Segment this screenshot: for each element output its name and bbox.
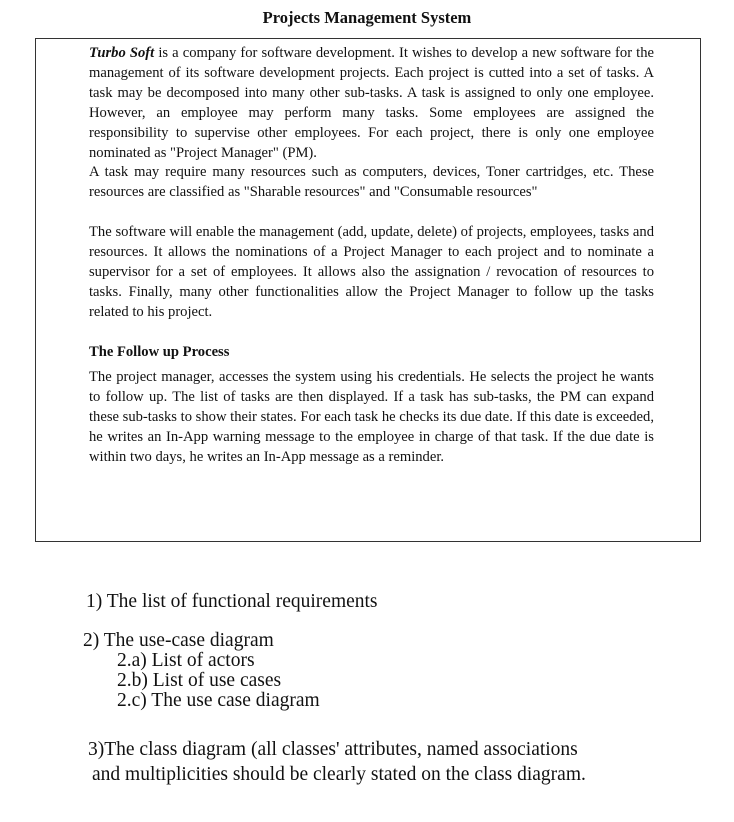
case-study-content: [89, 44, 654, 468]
paragraph-gap: [89, 323, 654, 343]
intro-paragraph-1: [89, 44, 654, 163]
question-3-line-2: and multiplicities should be clearly stated on the class diagram.: [92, 764, 586, 785]
intro-paragraph-2: A task may require many resources such as computers, devices, Toner cartridges, etc. These resources are classified as "Sharable resources" and "Consumable resources": [89, 164, 654, 201]
intro-paragraph-3: The software will enable the management (add, update, delete) of projects, employees, tasks and resources. It allows the nominations of a Project Manager to each project and to nominate a supervisor for a set of employees. It allows also the assignation / revocation of resources to tasks. Finally, many other functionalities allow the Project Manager to follow up the tasks related to his project.: [89, 224, 654, 320]
document-title: Projects Management System: [262, 8, 472, 27]
intro-paragraph-1-text: is a company for software development. It wishes to develop a new software for the management of its software development projects. Each project is cutted into a set of tasks. A task may be decomposed into many other sub-tasks. A task is assigned to only one employee. However, an employee may perform many tasks. Some employees are assigned the responsibility to supervise other employees. For each project, there is only one employee nominated as "Project Manager" (PM).: [89, 45, 654, 161]
question-2a: 2.a) List of actors: [117, 650, 255, 671]
question-3-line-1: 3)The class diagram (all classes' attributes, named associations: [88, 739, 578, 760]
question-2: 2) The use-case diagram: [83, 630, 274, 651]
case-study-box: [35, 38, 701, 542]
paragraph-gap: [89, 203, 654, 223]
question-1: 1) The list of functional requirements: [86, 591, 378, 612]
followup-heading: The Follow up Process: [89, 343, 230, 360]
question-2b: 2.b) List of use cases: [117, 670, 282, 691]
company-name: Turbo Soft: [89, 45, 155, 61]
followup-paragraph: The project manager, accesses the system using his credentials. He selects the project he wants to follow up. The list of tasks are then displayed. If a task has sub-tasks, the PM can expand these sub-tasks to show their states. For each task he checks its due date. If this date is exceeded, he writes an In-App warning message to the employee in charge of that task. If the due date is within two days, he writes an In-App message as a reminder.: [89, 369, 654, 466]
question-2c: 2.c) The use case diagram: [117, 690, 320, 711]
